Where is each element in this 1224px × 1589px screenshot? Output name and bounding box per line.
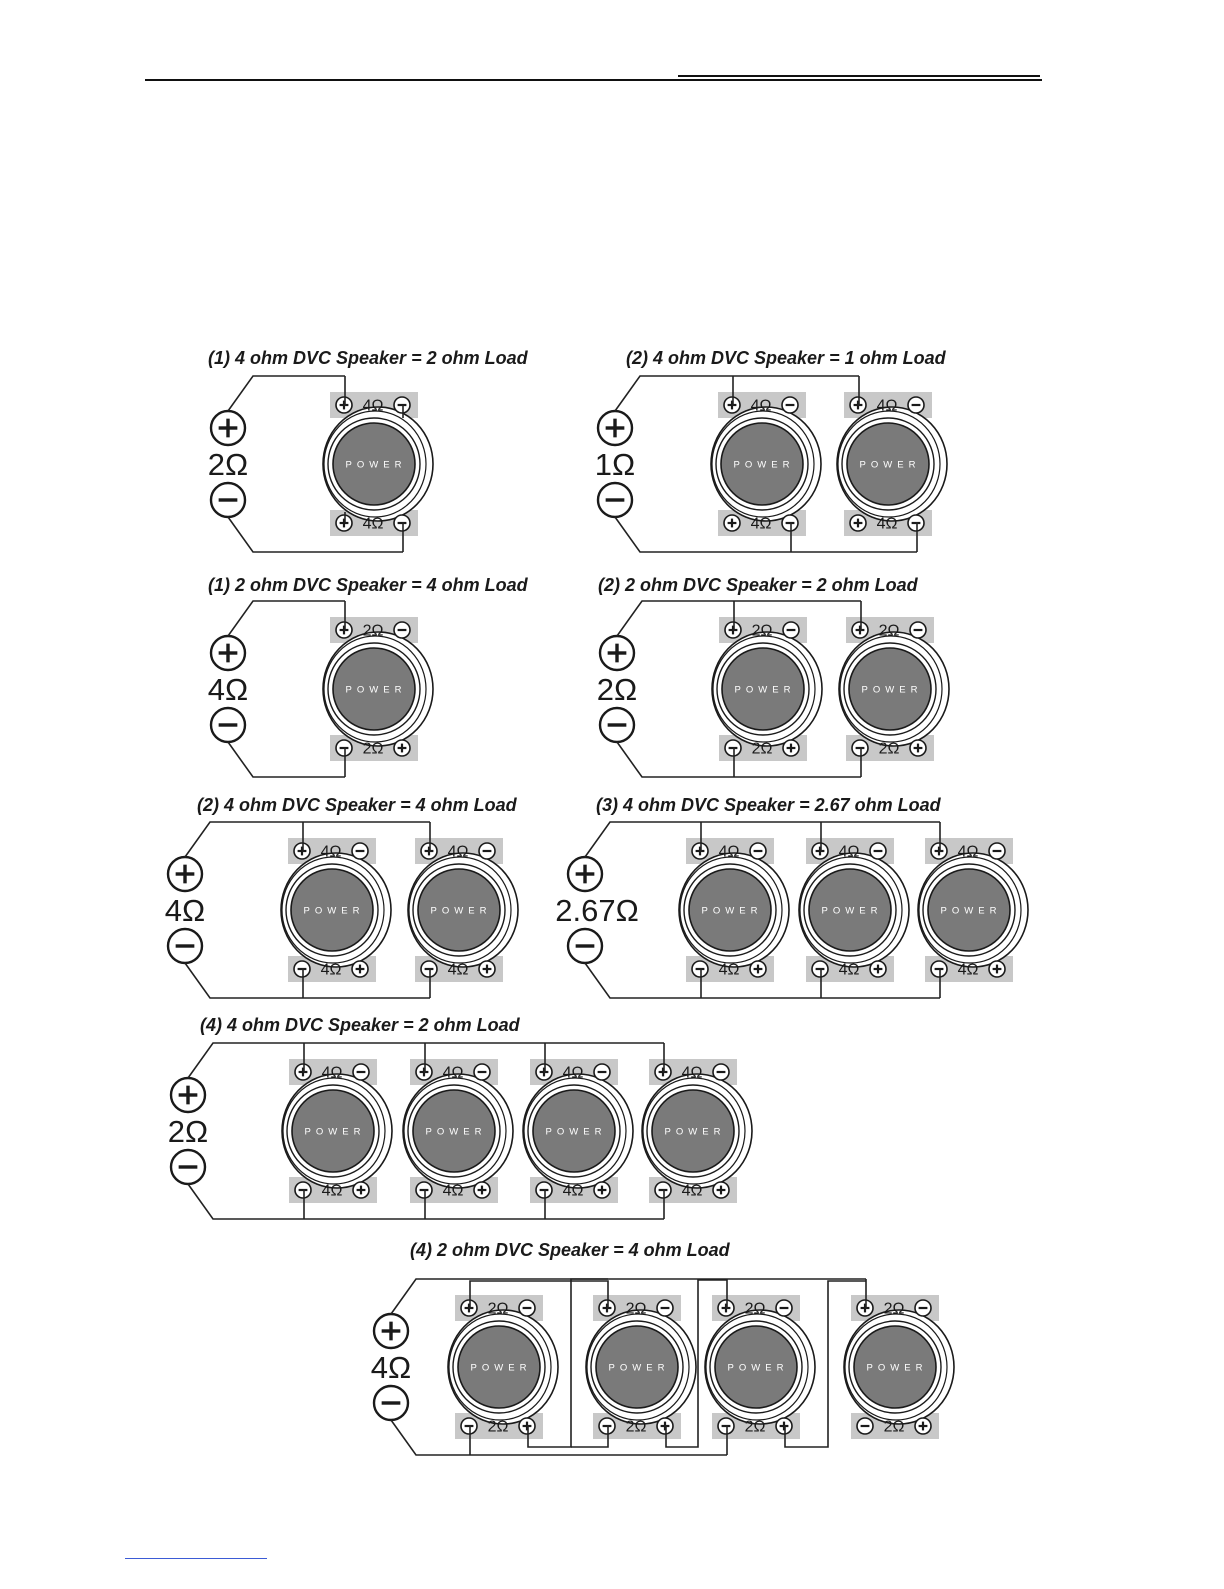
speaker-brand-label: POWER <box>734 684 796 696</box>
amp-load-label: 2Ω <box>207 447 249 482</box>
speaker-brand-label: POWER <box>727 1362 789 1374</box>
diagram-title: (2) 4 ohm DVC Speaker = 4 ohm Load <box>197 795 517 815</box>
minus-circle-icon <box>168 929 202 963</box>
amp-load-label: 4Ω <box>164 893 206 928</box>
minus-circle-icon <box>598 483 632 517</box>
plus-circle-icon <box>474 1182 490 1198</box>
plus-circle-icon <box>336 397 352 413</box>
coil-impedance-label: 4Ω <box>838 961 860 979</box>
minus-circle-icon <box>657 1300 673 1316</box>
speaker-brand-label: POWER <box>608 1362 670 1374</box>
dvc-speaker <box>448 1295 558 1439</box>
coil-impedance-label: 4Ω <box>718 961 740 979</box>
plus-circle-icon <box>852 622 868 638</box>
plus-circle-icon <box>910 740 926 756</box>
speaker-brand-label: POWER <box>859 459 921 471</box>
dvc-speaker <box>844 1295 954 1439</box>
wiring-diagram <box>597 575 949 777</box>
speaker-brand-label: POWER <box>545 1126 607 1138</box>
diagram-title: (1) 4 ohm DVC Speaker = 2 ohm Load <box>208 348 528 368</box>
speaker-brand-label: POWER <box>303 905 365 917</box>
plus-circle-icon <box>594 1182 610 1198</box>
plus-circle-icon <box>692 843 708 859</box>
minus-circle-icon <box>870 843 886 859</box>
plus-circle-icon <box>915 1418 931 1434</box>
dvc-speaker <box>705 1295 815 1439</box>
coil-impedance-label: 2Ω <box>744 1418 766 1436</box>
coil-impedance-label: 2Ω <box>362 740 384 758</box>
wiring-diagram <box>165 795 518 998</box>
minus-circle-icon <box>692 961 708 977</box>
coil-impedance-label: 2Ω <box>878 740 900 758</box>
speaker-brand-label: POWER <box>425 1126 487 1138</box>
header-rule <box>145 79 1042 81</box>
amp-load-label: 2Ω <box>596 672 638 707</box>
minus-circle-icon <box>725 740 741 756</box>
wire <box>228 376 345 411</box>
coil-impedance-label: 4Ω <box>681 1182 703 1200</box>
minus-circle-icon <box>374 1386 408 1420</box>
plus-circle-icon <box>598 411 632 445</box>
coil-impedance-label: 4Ω <box>442 1064 464 1082</box>
speaker-brand-label: POWER <box>701 905 763 917</box>
coil-impedance-label: 2Ω <box>751 622 773 640</box>
dvc-speaker <box>711 392 821 536</box>
minus-circle-icon <box>783 622 799 638</box>
minus-circle-icon <box>421 961 437 977</box>
plus-circle-icon <box>850 515 866 531</box>
speaker-brand-label: POWER <box>345 684 407 696</box>
minus-circle-icon <box>600 708 634 742</box>
minus-circle-icon <box>931 961 947 977</box>
minus-circle-icon <box>416 1182 432 1198</box>
speaker-brand-label: POWER <box>664 1126 726 1138</box>
plus-circle-icon <box>776 1418 792 1434</box>
minus-circle-icon <box>776 1300 792 1316</box>
coil-impedance-label: 2Ω <box>883 1418 905 1436</box>
dvc-speaker <box>839 617 949 761</box>
coil-impedance-label: 2Ω <box>883 1300 905 1318</box>
minus-circle-icon <box>718 1418 734 1434</box>
minus-circle-icon <box>171 1150 205 1184</box>
minus-circle-icon <box>857 1418 873 1434</box>
minus-circle-icon <box>750 843 766 859</box>
minus-circle-icon <box>353 1064 369 1080</box>
minus-circle-icon <box>594 1064 610 1080</box>
plus-circle-icon <box>295 1064 311 1080</box>
plus-circle-icon <box>750 961 766 977</box>
dvc-speaker <box>586 1295 696 1439</box>
minus-circle-icon <box>394 515 410 531</box>
speaker-brand-label: POWER <box>733 459 795 471</box>
diagram-title: (4) 4 ohm DVC Speaker = 2 ohm Load <box>200 1015 520 1035</box>
speaker-brand-label: POWER <box>304 1126 366 1138</box>
coil-impedance-label: 4Ω <box>750 397 772 415</box>
dvc-speaker <box>323 617 433 761</box>
coil-impedance-label: 2Ω <box>362 622 384 640</box>
minus-circle-icon <box>336 740 352 756</box>
plus-circle-icon <box>718 1300 734 1316</box>
minus-circle-icon <box>908 397 924 413</box>
plus-circle-icon <box>724 515 740 531</box>
coil-impedance-label: 4Ω <box>838 843 860 861</box>
speaker-brand-label: POWER <box>470 1362 532 1374</box>
dvc-speaker <box>281 838 391 982</box>
coil-impedance-label: 2Ω <box>487 1300 509 1318</box>
plus-circle-icon <box>394 740 410 756</box>
minus-circle-icon <box>852 740 868 756</box>
speaker-brand-label: POWER <box>430 905 492 917</box>
speaker-brand-label: POWER <box>821 905 883 917</box>
coil-impedance-label: 4Ω <box>750 515 772 533</box>
amp-load-label: 4Ω <box>370 1350 412 1385</box>
dvc-speaker <box>408 838 518 982</box>
footer-link-rule <box>125 1558 267 1559</box>
dvc-speaker <box>837 392 947 536</box>
dvc-speaker <box>523 1059 633 1203</box>
plus-circle-icon <box>168 857 202 891</box>
plus-circle-icon <box>421 843 437 859</box>
wire <box>228 742 345 777</box>
minus-circle-icon <box>915 1300 931 1316</box>
wiring-diagram <box>371 1240 954 1455</box>
wiring-diagram <box>208 575 529 777</box>
minus-circle-icon <box>211 708 245 742</box>
amp-load-label: 2.67Ω <box>555 893 639 928</box>
coil-impedance-label: 4Ω <box>362 397 384 415</box>
minus-circle-icon <box>211 483 245 517</box>
speaker-brand-label: POWER <box>940 905 1002 917</box>
minus-circle-icon <box>294 961 310 977</box>
coil-impedance-label: 4Ω <box>447 961 469 979</box>
plus-circle-icon <box>870 961 886 977</box>
diagram-title: (4) 2 ohm DVC Speaker = 4 ohm Load <box>410 1240 730 1260</box>
diagram-title: (2) 2 ohm DVC Speaker = 2 ohm Load <box>598 575 918 595</box>
wiring-diagram <box>595 348 947 552</box>
plus-circle-icon <box>599 1300 615 1316</box>
minus-circle-icon <box>599 1418 615 1434</box>
plus-circle-icon <box>600 636 634 670</box>
plus-circle-icon <box>713 1182 729 1198</box>
coil-impedance-label: 4Ω <box>321 1064 343 1082</box>
coil-impedance-label: 2Ω <box>751 740 773 758</box>
plus-circle-icon <box>211 636 245 670</box>
coil-impedance-label: 4Ω <box>321 1182 343 1200</box>
coil-impedance-label: 4Ω <box>320 843 342 861</box>
plus-circle-icon <box>783 740 799 756</box>
dvc-speaker <box>679 838 789 982</box>
plus-circle-icon <box>479 961 495 977</box>
plus-circle-icon <box>989 961 1005 977</box>
coil-impedance-label: 4Ω <box>562 1064 584 1082</box>
plus-circle-icon <box>536 1064 552 1080</box>
speaker-brand-label: POWER <box>345 459 407 471</box>
coil-impedance-label: 4Ω <box>442 1182 464 1200</box>
minus-circle-icon <box>352 843 368 859</box>
plus-circle-icon <box>724 397 740 413</box>
minus-circle-icon <box>782 397 798 413</box>
minus-circle-icon <box>782 515 798 531</box>
coil-impedance-label: 4Ω <box>681 1064 703 1082</box>
coil-impedance-label: 4Ω <box>876 397 898 415</box>
minus-circle-icon <box>519 1300 535 1316</box>
speaker-brand-label: POWER <box>861 684 923 696</box>
plus-circle-icon <box>171 1078 205 1112</box>
minus-circle-icon <box>474 1064 490 1080</box>
dvc-speaker <box>282 1059 392 1203</box>
coil-impedance-label: 2Ω <box>878 622 900 640</box>
header-rule-accent <box>678 75 1040 77</box>
plus-circle-icon <box>294 843 310 859</box>
minus-circle-icon <box>461 1418 477 1434</box>
amp-load-label: 2Ω <box>167 1114 209 1149</box>
coil-impedance-label: 2Ω <box>487 1418 509 1436</box>
minus-circle-icon <box>908 515 924 531</box>
amp-load-label: 1Ω <box>594 447 636 482</box>
coil-impedance-label: 4Ω <box>362 515 384 533</box>
minus-circle-icon <box>568 929 602 963</box>
coil-impedance-label: 2Ω <box>744 1300 766 1318</box>
wiring-diagram <box>555 795 1028 998</box>
coil-impedance-label: 4Ω <box>957 843 979 861</box>
plus-circle-icon <box>374 1314 408 1348</box>
wiring-diagram <box>208 348 529 552</box>
wiring-diagram <box>168 1015 752 1219</box>
coil-impedance-label: 2Ω <box>625 1418 647 1436</box>
plus-circle-icon <box>655 1064 671 1080</box>
dvc-speaker <box>799 838 909 982</box>
plus-circle-icon <box>352 961 368 977</box>
minus-circle-icon <box>812 961 828 977</box>
diagram-title: (1) 2 ohm DVC Speaker = 4 ohm Load <box>208 575 528 595</box>
minus-circle-icon <box>910 622 926 638</box>
speaker-brand-label: POWER <box>866 1362 928 1374</box>
coil-impedance-label: 4Ω <box>876 515 898 533</box>
diagram-title: (3) 4 ohm DVC Speaker = 2.67 ohm Load <box>596 795 941 815</box>
plus-circle-icon <box>725 622 741 638</box>
plus-circle-icon <box>336 515 352 531</box>
dvc-speaker <box>323 392 433 536</box>
plus-circle-icon <box>416 1064 432 1080</box>
plus-circle-icon <box>519 1418 535 1434</box>
amp-load-label: 4Ω <box>207 672 249 707</box>
minus-circle-icon <box>989 843 1005 859</box>
coil-impedance-label: 4Ω <box>320 961 342 979</box>
coil-impedance-label: 4Ω <box>447 843 469 861</box>
plus-circle-icon <box>850 397 866 413</box>
plus-circle-icon <box>657 1418 673 1434</box>
coil-impedance-label: 4Ω <box>957 961 979 979</box>
plus-circle-icon <box>336 622 352 638</box>
coil-impedance-label: 2Ω <box>625 1300 647 1318</box>
plus-circle-icon <box>461 1300 477 1316</box>
plus-circle-icon <box>353 1182 369 1198</box>
minus-circle-icon <box>295 1182 311 1198</box>
plus-circle-icon <box>211 411 245 445</box>
minus-circle-icon <box>655 1182 671 1198</box>
coil-impedance-label: 4Ω <box>562 1182 584 1200</box>
plus-circle-icon <box>931 843 947 859</box>
diagram-title: (2) 4 ohm DVC Speaker = 1 ohm Load <box>626 348 946 368</box>
coil-impedance-label: 4Ω <box>718 843 740 861</box>
minus-circle-icon <box>713 1064 729 1080</box>
minus-circle-icon <box>394 622 410 638</box>
dvc-speaker <box>712 617 822 761</box>
minus-circle-icon <box>536 1182 552 1198</box>
minus-circle-icon <box>394 397 410 413</box>
dvc-speaker <box>403 1059 513 1203</box>
plus-circle-icon <box>812 843 828 859</box>
plus-circle-icon <box>857 1300 873 1316</box>
minus-circle-icon <box>479 843 495 859</box>
plus-circle-icon <box>568 857 602 891</box>
dvc-speaker <box>642 1059 752 1203</box>
dvc-speaker <box>918 838 1028 982</box>
wire <box>228 601 345 636</box>
